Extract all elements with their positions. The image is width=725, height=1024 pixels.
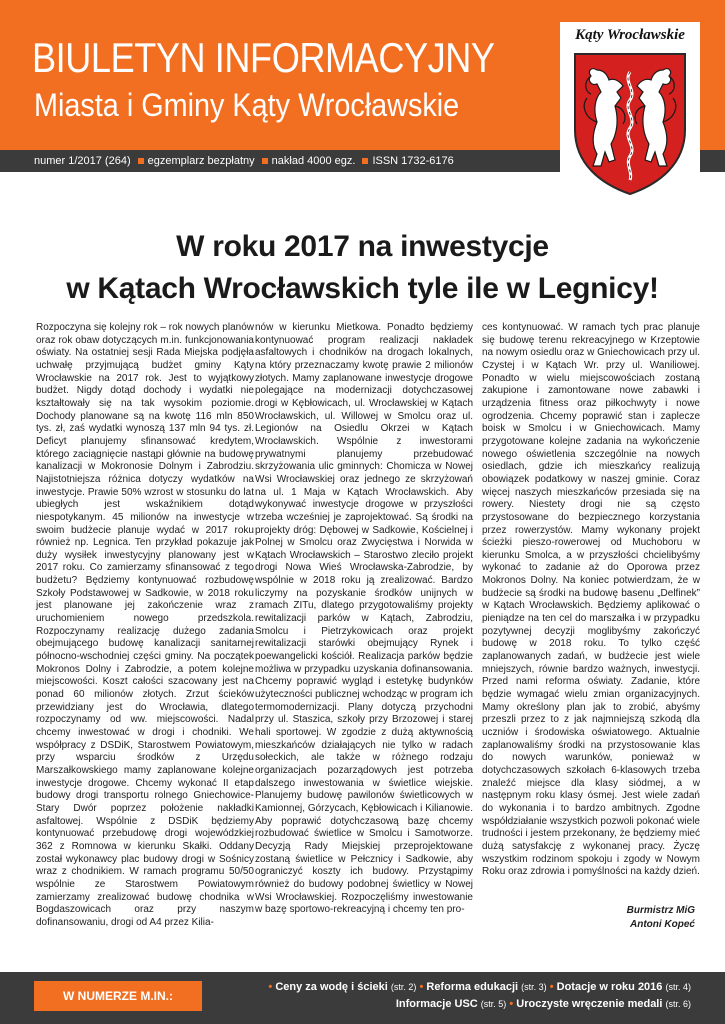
toc-item-page: (str. 2) xyxy=(390,982,417,992)
bullet-icon: • xyxy=(509,998,514,1010)
author-name: Antoni Kopeć xyxy=(630,919,695,930)
toc-item-page: (str. 5) xyxy=(480,999,507,1009)
circulation-note: nakład 4000 egz. xyxy=(271,155,356,167)
toc-line-1 xyxy=(211,979,691,996)
author-signature xyxy=(627,904,695,932)
toc-line-2 xyxy=(211,996,691,1013)
town-crest xyxy=(560,22,700,196)
issue-number: numer 1/2017 (264) xyxy=(34,155,131,167)
coat-of-arms-icon xyxy=(567,48,693,196)
bullet-square-icon xyxy=(362,158,368,164)
article-column-2: nów w kierunku Mietkowa. Ponadto będziemy kontynuować program realizacji nakładek asfaltowych i chodników na drogach lokalnych, na który przeznaczamy kwotę prawie 2 milionów złotych. Mamy zaplanowane inwestycje drogowe polegające na modernizacji dotychczasowej drogi w Kębłowicach, ul. Wrocławskiej w Kątach Wrocławskich, ul. Willowej w Smolcu oraz ul. Legionów na Osiedlu Okrzei w Kątach Wrocławskich. Wspólnie z inwestorami prywatnymi planujemy przebudować skrzyżowania ulic gminnych: Chomicza w Nowej Wsi Wrocławskiej oraz jednego ze skrzyżowań na ul. 1 Maja w Kątach Wrocławskich. Aby wykonywać inwestycje drogowe w przyszłości trzeba wcześniej je zaprojektować. Są środki na projekty dróg: Dębowej w Sadkowie, Kościelnej i Polnej w Smolcu oraz Zwycięstwa i Norwida w Kątach Wrocławskich – Starostwo zleciło projekt drogi Nowa Wieś Wrocławska-Zabrodzie, by wspólnie w 2018 roku ją zrealizować. Bardzo liczymy na pozyskanie środków unijnych w ramach ZITu, dlatego przygotowaliśmy projekty rewitalizacji parków w Kątach, Zabrodziu, Smolcu i Pietrzykowicach oraz projekt rewitalizacji starówki obejmujący Rynek i poewangelicki kościół. Realizacja parków będzie możliwa w przypadku uzyskania dofinansowania. Chcemy poprawić wygląd i estetykę budynków użyteczności publicznej wchodząc w program ich termomodernizacji. Plany dotyczą przychodni przy ul. Staszica, szkoły przy Brzozowej i starej hali sportowej. W zgodzie z dużą aktywnością mieszkańców działających nie tylko w radach sołeckich, ale także w różnego rodzaju organizacjach pozarządowych jest potrzeba dalszego inwestowania w świetlice wiejskie. Planujemy budowę pawilonów świetlicowych w Kamionnej, Górzycach, Kębłowicach i Kilianowie. Aby poprawić dotychczasową bazę chcemy rozbudować świetlice w Smolcu i Samotworze. Decyzją Rady Miejskiej przeprojektowane zostaną świetlice w Pełcznicy i Sadkowie, aby ograniczyć koszty ich budowy. Przystąpimy również do budowy podobnej świetlicy w Nowej Wsi Wrocławskiej. Rozpoczęliśmy inwestowanie w bazę sportowo-rekreacyjną i chcemy ten pro- xyxy=(255,322,473,916)
issn-number: ISSN 1732-6176 xyxy=(372,155,454,167)
toc-item-page: (str. 3) xyxy=(521,982,547,992)
article-headline xyxy=(0,226,725,310)
in-this-issue-bar xyxy=(0,972,725,1024)
toc-item-title[interactable]: Informacje USC xyxy=(395,998,478,1010)
free-copy-note: egzemplarz bezpłatny xyxy=(147,155,255,167)
article-column-3: ces kontynuować. W ramach tych prac planuje się budowę terenu rekreacyjnego w Krzeptowie na nowym osiedlu oraz w Gniechowicach przy ul. Czystej i w Kątach Wr. przy ul. Waniliowej. Ponadto w wielu miejscowościach zostaną zakupione i zamontowane nowe zabawki i urządzenia fitness oraz piłkochwyty i nowe ogrodzenia. Chcemy poprawić stan i zaplecze boisk w Smolcu i w Gniechowicach. Mamy przygotowane kolejne zadania na wykończenie nowego oświetlenia szczególnie na nowych osiedlach, gdzie ich mieszkańcy realizują obowiązek podatkowy w naszej gminie. Coraz więcej naszych mieszkańców przesiada się na rowery. Niestety drogi nie są często przystosowane do bezpiecznego korzystania przez rowerzystów. Mamy wykonany projekt ścieżki pieszo-rowerowej od Muchoboru w kierunku Smolca, a w przyszłości chcielibyśmy wykonać to zadanie aż do Oporowa przez Mokronos Dolny. Na koniec potwierdzam, że w budżecie są środki na budowę basenu „Delfinek” w Kątach Wrocławskich. Będziemy aplikować o pieniądze na ten cel do marszałka i w przypadku pozytywnej decyzji moglibyśmy zakończyć budowę w 2018 roku. To tylko część zaplanowanych zadań, w budżecie jest wiele mniejszych, równie bardzo ważnych, inwestycji. Przed nami reforma oświaty. Zadanie, które będzie wymagać wielu zmian organizacyjnych. Mamy określony plan jak to zrobić, abyśmy przeszli przez to z jak najmniejszą szkodą dla uczniów i środowiska oświatowego. Aktualnie zaplanowaliśmy środki na przystosowanie klas do nowych warunków, ponieważ w dotychczasowych szkołach 6-klasowych trzeba znaleźć miejsce dla klasy siódmej, a w następnym roku klasy ósmej. Jest wiele zadań do wykonania i to bardzo ambitnych. Zgodne współdziałanie wszystkich pozwoli pokonać wiele trudności i jestem przekonany, że będziemy mieć dużą satysfakcję z wykonanej pracy. Życzę wszystkim rodzinom spokoju i zgody w Nowym Roku oraz zdrowia i pomyślności na każdy dzień. xyxy=(482,322,700,878)
table-of-contents xyxy=(211,979,691,1013)
headline-line-1: W roku 2017 na inwestycje xyxy=(176,230,549,263)
bullet-icon: • xyxy=(419,981,424,993)
toc-item-page: (str. 4) xyxy=(665,982,691,992)
toc-item-title[interactable]: Reforma edukacji xyxy=(426,981,519,993)
issue-info xyxy=(34,153,454,169)
bullet-square-icon xyxy=(262,158,268,164)
newsletter-subtitle: Miasta i Gminy Kąty Wrocławskie xyxy=(34,87,460,123)
toc-item-page: (str. 6) xyxy=(665,999,691,1009)
article-column-1: Rozpoczyna się kolejny rok – rok nowych planów oraz rok obaw dotyczących m.in. funkcjonowania oświaty. Na ostatniej sesji Rada Miejska podjęła uchwałę przyjmującą budżet gminy Kąty Wrocławskie na 2017 rok. Jest to wyjątkowy budżet. Nigdy dotąd dochody i wydatki nie kształtowały się na tak wysokim poziomie. Dochody planowane są na kwotę 116 mln 850 tys. zł, zaś wydatki wynoszą 137 mln 94 tys. zł. Deficyt planujemy sfinansować kredytem, którego zaciągnięcie nastąpi głównie na budowę kanalizacji w Mokronosie Dolnym i Zabrodziu. Najistotniejsza różnica dotyczy wydatków na inwestycje. Prawie 50% wzrost w stosunku do lat ubiegłych jest wskaźnikiem dotąd niespotykanym. 45 milionów na inwestycje w swoim budżecie planuje wydać w 2017 roku również np. Legnica. Ten przykład pokazuje jak duży wysiłek inwestycyjny planowany jest w 2017 roku. Co zamierzamy sfinansować z tego budżetu? Będziemy kontynuować rozbudowę Szkoły Podstawowej w Sadkowie, w 2018 roku jest planowane jej zakończenie wraz z uruchomieniem nowego przedszkola. Rozpoczynamy realizację dużego zadania obejmującego budowę kanalizacji sanitarnej północno-wschodniej części gminy. Na początek Mokronos Dolny i Zabrodzie, a potem kolejne miejscowości. Koszt całości szacowany jest na ponad 60 milionów złotych. Zrzut ścieków przewidziany jest do Wrocławia, dlatego rozpoczynamy od ww. miejscowości. Nadal chcemy inwestować w drogi i chodniki. We współpracy z DSDiK, Starostwem Powiatowym, przy wsparciu środków z Urzędu Marszałkowskiego mamy zaplanowane kolejne inwestycje drogowe. Chcemy wykonać II etap budowy drogi transportu rolnego Gniechowice-Stary Dwór poprzez położenie nakładki asfaltowej. Wspólnie z DSDiK będziemy kontynuować przebudowę drogi wojewódzkiej 362 z Romnowa w kierunku Skałki. Oddany został wykonawcy plac budowy drogi w Sośnicy wraz z chodnikiem. W ramach programu 50/50 wspólnie ze Starostwem Powiatowym zamierzamy zrealizować budowę chodnika w Bogdaszowicach oraz przy naszym dofinansowaniu, drogi od A4 przez Kilia- xyxy=(36,322,254,928)
bullet-square-icon xyxy=(138,158,144,164)
toc-item-title[interactable]: Uroczyste wręczenie medali xyxy=(516,998,663,1010)
bullet-icon: • xyxy=(268,981,273,993)
bullet-icon: • xyxy=(549,981,554,993)
headline-line-2: w Kątach Wrocławskich tyle ile w Legnicy! xyxy=(66,272,659,305)
toc-item-title[interactable]: Dotacje w roku 2016 xyxy=(556,981,663,993)
crest-label: Kąty Wrocławskie xyxy=(575,27,685,43)
in-this-issue-label: W NUMERZE M.IN.: xyxy=(34,981,202,1011)
author-title: Burmistrz MiG xyxy=(626,905,695,916)
toc-item-title[interactable]: Ceny za wodę i ścieki xyxy=(275,981,388,993)
newsletter-title: BIULETYN INFORMACYJNY xyxy=(32,34,495,81)
